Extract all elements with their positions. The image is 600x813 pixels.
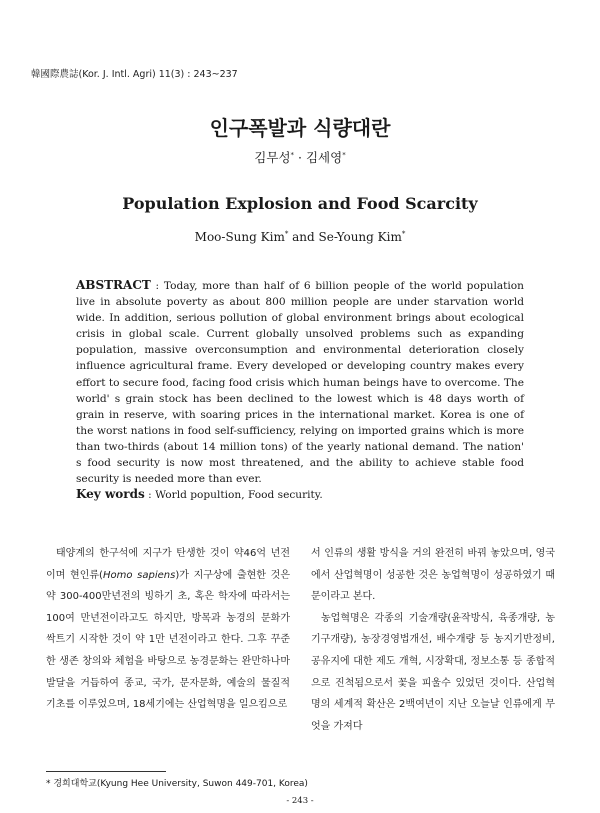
keywords — [76, 487, 524, 501]
author-2-ko: 김세영 — [305, 150, 343, 165]
abstract — [76, 277, 524, 487]
author-2-en-mark: * — [401, 230, 406, 238]
authors-english — [0, 230, 600, 244]
footnote: * 경희대학교(Kyung Hee University, Suwon 449-701, Korea) — [46, 779, 308, 789]
author-1-ko: 김무성 — [254, 150, 291, 165]
species-name: Homo sapiens — [102, 569, 176, 581]
author-1-en: Moo-Sung Kim — [194, 230, 285, 244]
keywords-text: World popultion, Food security. — [155, 489, 323, 501]
author-and-en: and — [288, 230, 319, 244]
body-column-left — [46, 543, 290, 716]
abstract-separator: : — [150, 280, 164, 292]
abstract-label: ABSTRACT — [76, 278, 151, 292]
journal-citation: 韓國際農誌(Kor. J. Intl. Agri) 11(3) : 243~237 — [31, 69, 238, 80]
body-paragraph — [46, 543, 290, 716]
footnote-rule — [46, 771, 166, 772]
author-1-en-mark: * — [284, 230, 289, 238]
abstract-text: Today, more than half of 6 billion people of the world population live in absolute poverty as about 800 million people are under starvation world wide. In addition, serious pollution of global environment brings about ecological crisis in global scale. Current globally unsolved problems such as expanding population, massive overconsumption and environmental deterioration closely influence agricultural frame. Every developed or developing country makes every effort to secure food, facing food crisis which human beings have to overcome. The world' s grain stock has been declined to the lowest which is 48 days worth of grain in reserve, with soaring prices in the international market. Korea is one of the worst nations in food self-sufficiency, relying on imported grains which is more than two-thirds (about 14 million tons) of the yearly national demand. The nation' s food security is now most threatened, and the ability to achieve stable food security is needed more than ever. — [76, 280, 525, 486]
body-paragraph: 서 인류의 생활 방식을 거의 완전히 바꿔 놓았으며, 영국에서 산업혁명이 성공한 것은 농업혁명이 성공하였기 때문이라고 본다. — [311, 548, 555, 603]
body-text: )가 지구상에 출현한 것은 약 300-400만년전의 빙하기 초, 혹은 학자에 따라서는 100여 만년전이라고도 하지만, 방목과 농경의 문화가 싹트기 시작한 것이 약 1만 년전이라고 한다. 그후 꾸준한 생존 창의와 체험을 바탕으로 농경문화는 완만하나마 발달을 거듭하여 종교, 국가, 문자문화, 예술의 물질적 기초를 이루었으며, 18세기에는 산업혁명을 일으킴으로 — [46, 569, 290, 711]
body-text: 태양계의 한구석에 지구가 탄생한 것이 약46억 년전이며 현인류( — [46, 548, 290, 581]
body-paragraph: 농업혁명은 각종의 기술개량(윤작방식, 육종개량, 농기구개량), 농장경영법개선, 배수개량 등 농지기반정비, 공유지에 대한 제도 개혁, 시장확대, 정보소통 등 종합적으로 진척됨으로서 꽃을 피울수 있었던 것이다. 산업혁명의 세계적 확산은 2백여년이 지난 오늘날 인류에게 무엇을 가져다 — [311, 612, 555, 732]
keywords-label: Key words — [76, 487, 145, 501]
title-english: Population Explosion and Food Scarcity — [122, 194, 478, 213]
page-number: - 243 - — [286, 796, 314, 806]
title-korean: 인구폭발과 식량대란 — [209, 116, 391, 140]
body-column-right — [311, 543, 555, 737]
author-1-ko-mark: * — [290, 150, 295, 159]
author-2-ko-mark: * — [342, 150, 346, 159]
author-separator-ko: · — [294, 150, 306, 165]
authors-korean — [0, 148, 600, 166]
author-2-en: Se-Young Kim — [318, 230, 402, 244]
keywords-separator: : — [144, 489, 156, 501]
